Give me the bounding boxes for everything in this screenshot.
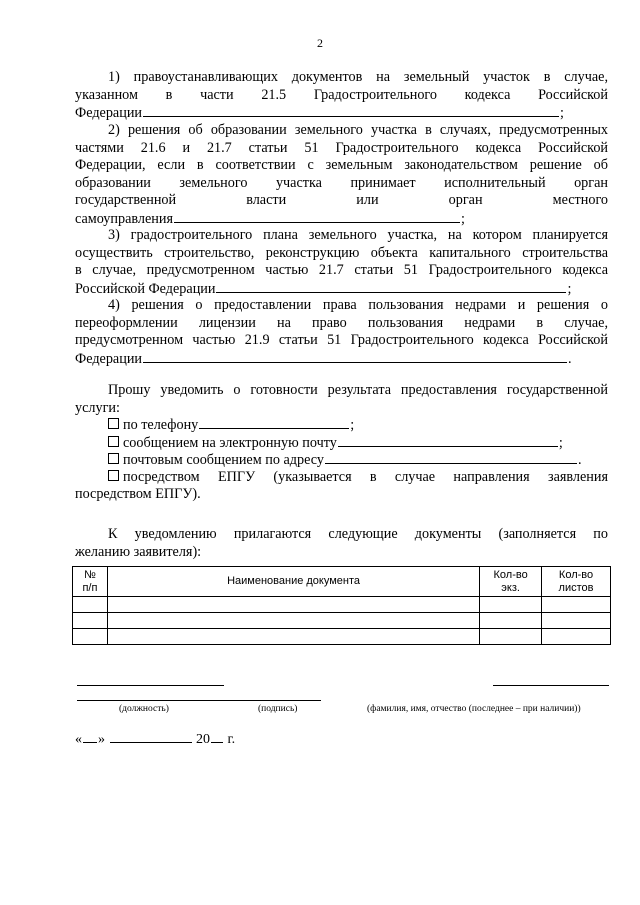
notify-option-epgu[interactable]: посредством ЕПГУ (указывается в случае направления заявления bbox=[108, 469, 608, 487]
table-row bbox=[73, 597, 611, 613]
notify-paragraph bbox=[75, 382, 608, 417]
attachments-paragraph bbox=[75, 526, 608, 561]
item-4-line-4: Федерации . bbox=[75, 350, 572, 367]
day-blank[interactable] bbox=[83, 730, 97, 743]
checkbox-email[interactable] bbox=[108, 436, 119, 447]
table-header-row bbox=[73, 567, 611, 597]
table-cell[interactable] bbox=[107, 613, 479, 629]
item-2-paragraph bbox=[75, 122, 608, 228]
fullname-caption: (фамилия, имя, отчество (последнее – при наличии)) bbox=[367, 704, 581, 714]
attachments-line-2: желанию заявителя): bbox=[75, 543, 202, 560]
table-cell[interactable] bbox=[107, 629, 479, 645]
checkbox-epgu[interactable] bbox=[108, 470, 119, 481]
item-2-line-3: Федерации, если в соответствии с земельным законодательством решение об bbox=[75, 157, 608, 174]
item-1-blank bbox=[143, 104, 559, 117]
table-cell[interactable] bbox=[73, 629, 108, 645]
item-1-line-1: 1) правоустанавливающих документов на земельный участок в случае, bbox=[108, 69, 608, 85]
table-cell[interactable] bbox=[542, 629, 611, 645]
position-caption: (должность) bbox=[119, 704, 169, 714]
table-cell[interactable] bbox=[542, 613, 611, 629]
table-cell[interactable] bbox=[480, 629, 542, 645]
month-blank[interactable] bbox=[110, 730, 192, 743]
item-3-paragraph bbox=[75, 227, 608, 297]
header-number: № п/п bbox=[73, 567, 108, 597]
documents-table bbox=[72, 566, 611, 645]
checkbox-phone[interactable] bbox=[108, 418, 119, 429]
item-4-paragraph bbox=[75, 297, 608, 367]
table-cell[interactable] bbox=[480, 597, 542, 613]
header-document-name: Наименование документа bbox=[107, 567, 479, 597]
notify-options bbox=[108, 416, 608, 486]
notify-option-email[interactable]: сообщением на электронную почту ; bbox=[108, 434, 608, 452]
email-blank[interactable] bbox=[338, 434, 558, 447]
item-4-line-2: переоформлении лицензии на право пользования недрами в случае, bbox=[75, 314, 608, 331]
item-3-line-1: 3) градостроительного плана земельного участка, на котором планируется bbox=[108, 227, 608, 243]
notify-line-2: услуги: bbox=[75, 399, 120, 416]
post-address-blank[interactable] bbox=[325, 451, 577, 464]
page-number: 2 bbox=[317, 36, 323, 50]
position-signature-line[interactable] bbox=[77, 700, 321, 701]
checkbox-post[interactable] bbox=[108, 453, 119, 464]
item-2-line-4: образовании земельного участка принимает исполнительный орган bbox=[75, 174, 608, 191]
signature-line-top-left[interactable] bbox=[77, 685, 224, 686]
item-4-blank bbox=[143, 350, 567, 363]
table-cell[interactable] bbox=[73, 613, 108, 629]
item-1-paragraph bbox=[75, 69, 608, 122]
item-3-line-4: Российской Федерации ; bbox=[75, 280, 572, 297]
item-2-blank bbox=[174, 210, 460, 223]
table-row bbox=[73, 613, 611, 629]
header-sheets: Кол-во листов bbox=[542, 567, 611, 597]
item-1-line-2: указанном в части 21.5 Градостроительного кодекса Российской bbox=[75, 86, 608, 103]
date-line: « » 20 г. bbox=[75, 732, 236, 747]
year-blank[interactable] bbox=[211, 730, 223, 743]
notify-option-post[interactable]: почтовым сообщением по адресу . bbox=[108, 451, 608, 469]
table-cell[interactable] bbox=[542, 597, 611, 613]
table-cell[interactable] bbox=[107, 597, 479, 613]
item-2-line-6: самоуправления ; bbox=[75, 210, 465, 227]
table-cell[interactable] bbox=[480, 613, 542, 629]
item-4-line-3: предусмотренном частью 21.9 статьи 51 Градостроительного кодекса Российской bbox=[75, 332, 608, 349]
item-1-line-3: Федерации ; bbox=[75, 105, 564, 122]
table-row bbox=[73, 629, 611, 645]
item-2-line-2: частями 21.6 и 21.7 статьи 51 Градостроительного кодекса Российской bbox=[75, 139, 608, 156]
item-2-line-1: 2) решения об образовании земельного участка в случаях, предусмотренных bbox=[108, 122, 608, 138]
item-3-line-3: в случае, предусмотренном частью 21.7 статьи 51 Градостроительного кодекса bbox=[75, 262, 608, 279]
table-cell[interactable] bbox=[73, 597, 108, 613]
phone-blank[interactable] bbox=[199, 416, 349, 429]
signature-caption: (подпись) bbox=[258, 704, 298, 714]
item-2-line-5: государственной власти или орган местного bbox=[75, 192, 608, 209]
item-4-line-1: 4) решения о предоставлении права пользования недрами и решения о bbox=[108, 297, 608, 313]
item-3-line-2: осуществить строительство, реконструкцию объекта капитального строительства bbox=[75, 244, 608, 261]
name-line[interactable] bbox=[493, 685, 609, 686]
notify-line-1: Прошу уведомить о готовности результата предоставления государственной bbox=[108, 382, 608, 398]
header-copies: Кол-во экз. bbox=[480, 567, 542, 597]
attachments-line-1: К уведомлению прилагаются следующие документы (заполняется по bbox=[108, 526, 608, 542]
item-3-blank bbox=[216, 280, 566, 293]
notify-epgu-cont: посредством ЕПГУ). bbox=[75, 486, 201, 502]
notify-option-phone[interactable]: по телефону ; bbox=[108, 416, 608, 434]
